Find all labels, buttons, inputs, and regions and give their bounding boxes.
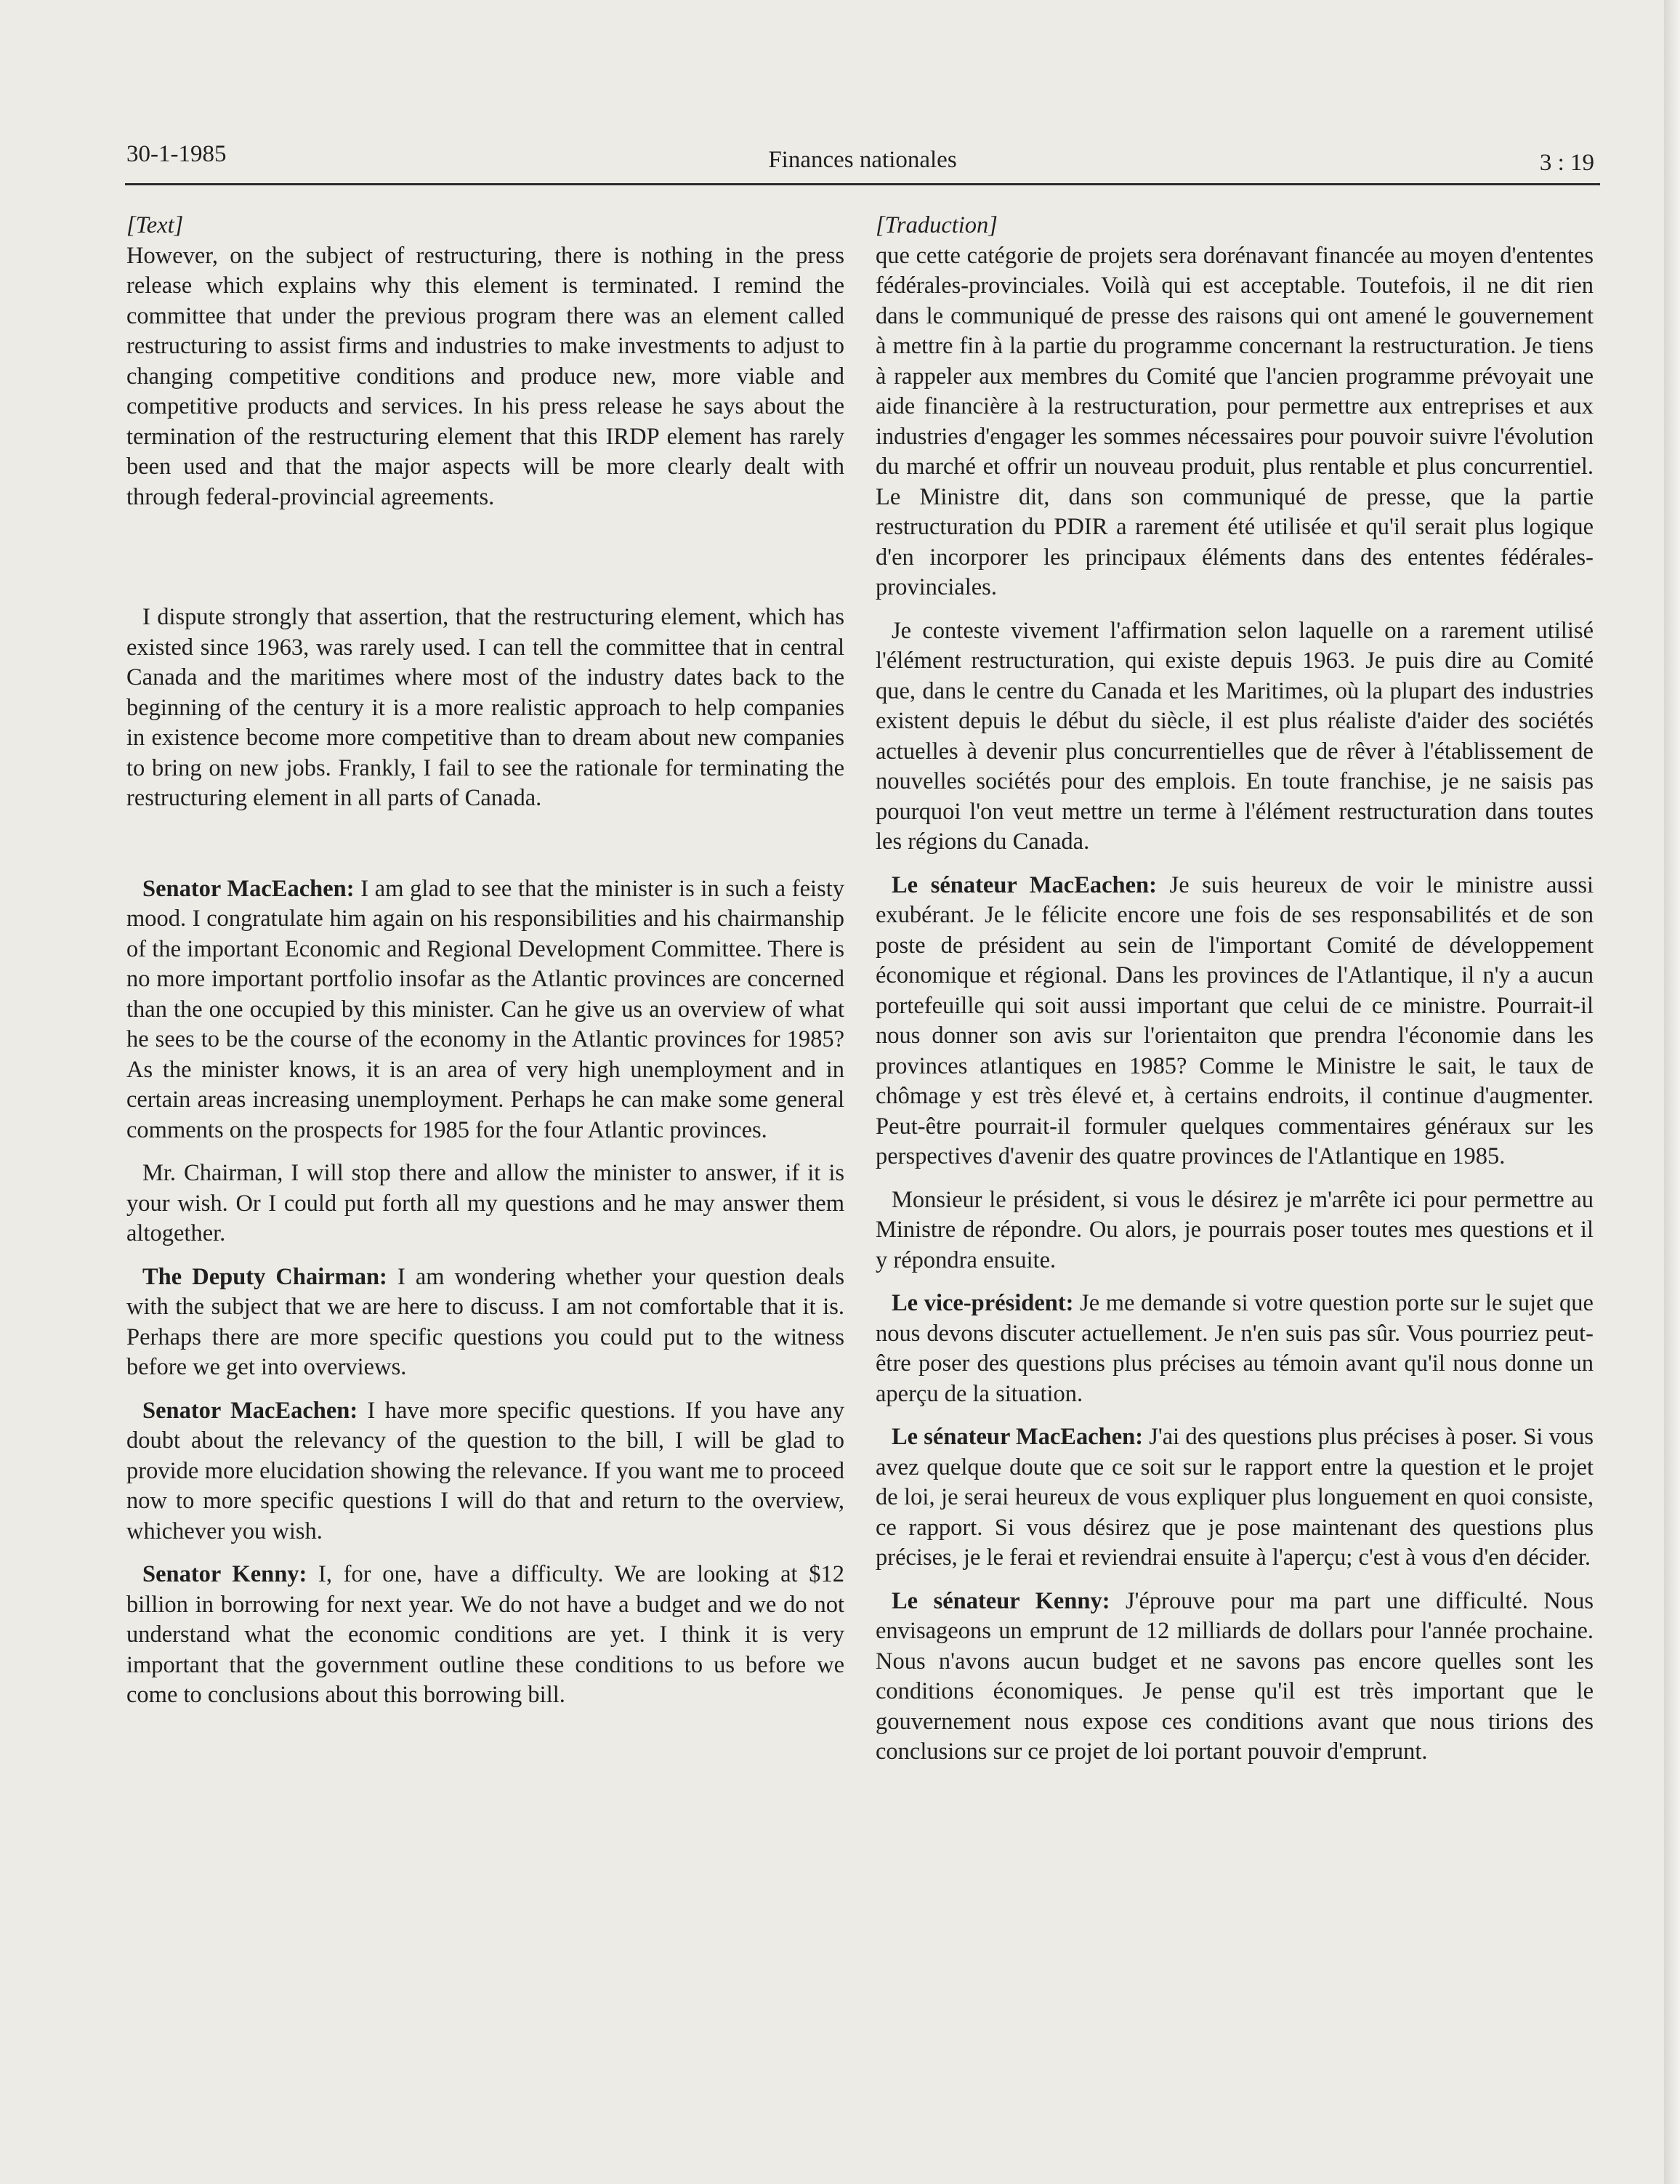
speech-paragraph	[126, 874, 844, 1146]
header-page-number: 3 : 19	[1539, 150, 1594, 176]
speaker-name: Senator MacEachen:	[142, 875, 355, 902]
speaker-name: The Deputy Chairman:	[142, 1263, 387, 1290]
speaker-name: Le sénateur MacEachen:	[892, 1424, 1144, 1450]
speech-paragraph	[876, 1289, 1594, 1409]
french-column	[876, 211, 1594, 1768]
speech-paragraph	[876, 1422, 1594, 1573]
speech-text: J'éprouve pour ma part une difficulté. Nous envisageons un emprunt de 12 milliards de dollars pour l'année prochaine. Nous n'avons aucun budget et ne savons pas encore quelles sont les conditions économiques. Je pense qu'il est très important que le gouvernement nous expose ces conditions avant que nous tirions des conclusions sur ce projet de loi portant pouvoir d'emprunt.	[876, 1587, 1594, 1765]
speech-paragraph	[126, 1560, 844, 1711]
speech-paragraph	[876, 1587, 1594, 1768]
page-edge	[1664, 0, 1680, 2184]
speech-paragraph	[126, 1396, 844, 1547]
running-header	[125, 137, 1600, 185]
traduction-label: [Traduction]	[876, 212, 998, 238]
speech-text: I am glad to see that the minister is in such a feisty mood. I congratulate him again on his responsibilities and his chairmanship of the important Economic and Regional Development Committee. There is no more important portfolio insofar as the Atlantic provinces are concerned than the one occupied by this minister. Can he give us an overview of what he sees to be the course of the economy in the Atlantic provinces for 1985? As the minister knows, it is an area of very high unemployment and in certain areas increasing unemployment. Perhaps he can make some general comments on the prospects for 1985 for the four Atlantic provinces.	[126, 875, 845, 1143]
speaker-name: Senator MacEachen:	[142, 1397, 358, 1424]
speech-text: Je suis heureux de voir le ministre aussi exubérant. Je le félicite encore une fois de ses responsabilités et de son poste de président au sein de l'important Comité de développement économique et régional. Dans les provinces de l'Atlantique, il n'y a aucun portefeuille qui soit aussi important que celui de ce ministre. Pourrait-il nous donner son avis sur l'orientaiton que prendra l'économie dans les provinces atlantiques en 1985? Comme le Ministre le sait, le taux de chômage y est très élevé et, à certains endroits, il continue d'augmenter. Peut-être pourrait-il formuler quelques commentaires généraux sur les perspectives d'avenir des quatre provinces de l'Atlantique en 1985.	[876, 871, 1594, 1169]
speaker-name: Le sénateur Kenny:	[892, 1587, 1110, 1614]
speaker-name: Le vice-président:	[892, 1290, 1074, 1316]
speech-text: J'ai des questions plus précises à poser. Si vous avez quelque doute que ce soit sur le rapport entre la question et le projet de loi, je serai heureux de vous expliquer plus longuement en quoi consiste, ce rapport. Si vous désirez que je pose maintenant des questions plus précises, je le ferai et reviendrai ensuite à l'aperçu; c'est à vous d'en décider.	[876, 1424, 1594, 1571]
paragraph: Je conteste vivement l'affirmation selon laquelle on a rarement utilisé l'élément restructuration, qui existe depuis 1963. Je puis dire au Comité que, dans le centre du Canada et les Maritimes, où la plupart des industries existent depuis le début du siècle, il est plus réaliste d'aider des sociétés actuelles à devenir plus concurrentielles que de rêver à l'établissement de nouvelles sociétés pour des emplois. En toute franchise, je ne saisis pas pourquoi l'on veut mettre un terme à l'élément restructuration dans toutes les régions du Canada.	[876, 617, 1594, 855]
speaker-name: Senator Kenny:	[142, 1561, 307, 1587]
english-column	[126, 211, 844, 1711]
header-date: 30-1-1985	[126, 141, 227, 167]
speech-text: I, for one, have a difficulty. We are looking at $12 billion in borrowing for next year. We do not have a budget and we do not understand what the economic conditions are yet. I think it is very important that the government outline these conditions to us before we come to conclusions about this borrowing bill.	[126, 1561, 844, 1708]
speaker-name: Le sénateur MacEachen:	[892, 871, 1157, 898]
speech-paragraph	[126, 1262, 844, 1383]
speech-text: Je me demande si votre question porte sur le sujet que nous devons discuter actuellement. Je n'en suis pas sûr. Vous pourriez peut-être poser des questions plus précises au témoin avant qu'il nous donne un aperçu de la situation.	[876, 1290, 1594, 1407]
header-title: Finances nationales	[768, 147, 957, 173]
speech-text: I have more specific questions. If you have any doubt about the relevancy of the question to the bill, I will be glad to provide more elucidation showing the relevance. If you want me to proceed now to more specific questions I will do that and return to the overview, whichever you wish.	[126, 1397, 844, 1544]
paragraph: Mr. Chairman, I will stop there and allow the minister to answer, if it is your wish. Or I could put forth all my questions and he may answer them altogether.	[126, 1160, 844, 1246]
text-label: [Text]	[126, 212, 184, 238]
speech-paragraph	[876, 871, 1594, 1172]
paragraph: que cette catégorie de projets sera dorénavant financée au moyen d'ententes fédérales-provinciales. Voilà qui est acceptable. Toutefois, il ne dit rien dans le communiqué de presse des raisons qui ont amené le gouvernement à mettre fin à la partie du programme concernant la restructuration. Je tiens à rappeler aux membres du Comité que l'ancien programme prévoyait une aide financière à la restructuration, pour permettre aux entreprises et aux industries d'engager les sommes nécessaires pour pouvoir suivre l'évolution du marché et offrir un nouveau produit, plus rentable et plus concurrentiel. Le Ministre dit, dans son communiqué de presse, que la partie restructuration du PDIR a rarement été utilisée et qu'il serait plus logique d'en incorporer les principaux éléments dans des ententes fédérales-provinciales.	[876, 242, 1594, 600]
paragraph: However, on the subject of restructuring, there is nothing in the press release which explains why this element is terminated. I remind the committee that under the previous program there was an element called restructuring to assist firms and industries to make investments to adjust to changing competitive conditions and produce new, more viable and competitive products and services. In his press release he says about the termination of the restructuring element that this IRDP element has rarely been used and that the major aspects will be more clearly dealt with through federal-provincial agreements.	[126, 242, 844, 510]
paragraph: I dispute strongly that assertion, that the restructuring element, which has existed since 1963, was rarely used. I can tell the committee that in central Canada and the maritimes where most of the industry dates back to the beginning of the century it is a more realistic approach to help companies in existence become more competitive than to dream about new companies to bring on new jobs. Frankly, I fail to see the rationale for terminating the restructuring element in all parts of Canada.	[126, 604, 844, 811]
speech-text: I am wondering whether your question deals with the subject that we are here to discuss. I am not comfortable that it is. Perhaps there are more specific questions you could put to the witness before we get into overviews.	[126, 1263, 844, 1380]
paragraph: Monsieur le président, si vous le désirez je m'arrête ici pour permettre au Ministre de répondre. Ou alors, je pourrais poser toutes mes questions et il y répondra ensuite.	[876, 1186, 1594, 1273]
